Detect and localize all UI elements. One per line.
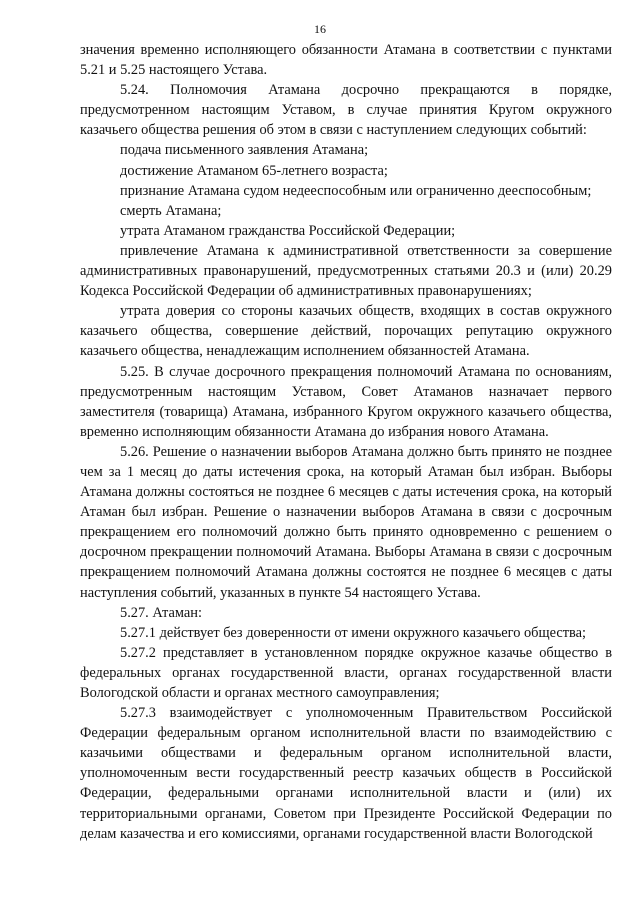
paragraph-5-25: 5.25. В случае досрочного прекращения полномочий Атамана по основаниям, предусмотренным настоящим Уставом, Совет Атаманов назначает первого заместителя (товарища) Атамана, избранного Кругом окружного казачьего общества, временно исполняющим обязанности Атамана до избрания нового Атамана. <box>80 363 612 440</box>
paragraph-5-26: 5.26. Решение о назначении выборов Атамана должно быть принято не позднее чем за 1 месяц до даты истечения срока, на который Атаман был избран. Выборы Атамана должны состояться не позднее 6 месяцев с даты истечения срока, на который Атаман был избран. Решение о назначении выборов Атамана в связи с досрочным прекращением его полномочий должно быть принято одновременно с решением о досрочном прекращении полномочий Атамана. Выборы Атамана в связи с досрочным прекращением полномочий Атамана должны состоятся не позднее 6 месяцев с даты наступления событий, указанных в пункте 54 настоящего Устава. <box>80 443 612 601</box>
list-item-age-limit: достижение Атаманом 65-летнего возраста; <box>120 162 388 179</box>
paragraph-continuation: значения временно исполняющего обязанности Атамана в соответствии с пунктами 5.21 и 5.25 настоящего Устава. <box>80 42 612 79</box>
list-item-administrative-liability: привлечение Атамана к административной ответственности за совершение административных правонарушений, предусмотренных статьями 20.3 и (или) 20.29 Кодекса Российской Федерации об административных правонарушениях; <box>80 242 612 300</box>
list-item-loss-of-citizenship: утрата Атаманом гражданства Российской Федерации; <box>120 222 456 239</box>
paragraph-5-24: 5.24. Полномочия Атамана досрочно прекращаются в порядке, предусмотренном настоящим Уставом, в случае принятия Кругом окружного казачьего общества решения об этом в связи с наступлением следующих событий: <box>80 82 612 139</box>
list-item-loss-of-trust: утрата доверия со стороны казачьих обществ, входящих в состав окружного казачьего общества, совершение действий, порочащих репутацию окружного казачьего общества, ненадлежащим исполнением обязанностей Атамана. <box>80 303 612 360</box>
paragraph-5-27-1: 5.27.1 действует без доверенности от имени окружного казачьего общества; <box>120 624 587 641</box>
document-body <box>80 40 612 844</box>
paragraph-5-27: 5.27. Атаман: <box>120 604 203 621</box>
paragraph-5-27-3: 5.27.3 взаимодействует с уполномоченным Правительством Российской Федерации федеральным органом исполнительной власти по взаимодействию с казачьими обществами и федеральным органом исполнительной власти, уполномоченным вести государственный реестр казачьих обществ в Российской Федерации, федеральными органами исполнительной власти и (или) их территориальными органами, Советом при Президенте Российской Федерации по делам казачества и его комиссиями, органами государственной власти Вологодской <box>80 705 612 842</box>
paragraph-5-27-2: 5.27.2 представляет в установленном порядке окружное казачье общество в федеральных органах государственной власти, органах государственной власти Вологодской области и органах местного самоуправления; <box>80 644 612 701</box>
list-item-written-statement: подача письменного заявления Атамана; <box>120 142 369 159</box>
list-item-death: смерть Атамана; <box>120 202 222 219</box>
list-item-incapacity: признание Атамана судом недееспособным или ограниченно дееспособным; <box>120 182 592 199</box>
page-number: 16 <box>314 22 326 36</box>
